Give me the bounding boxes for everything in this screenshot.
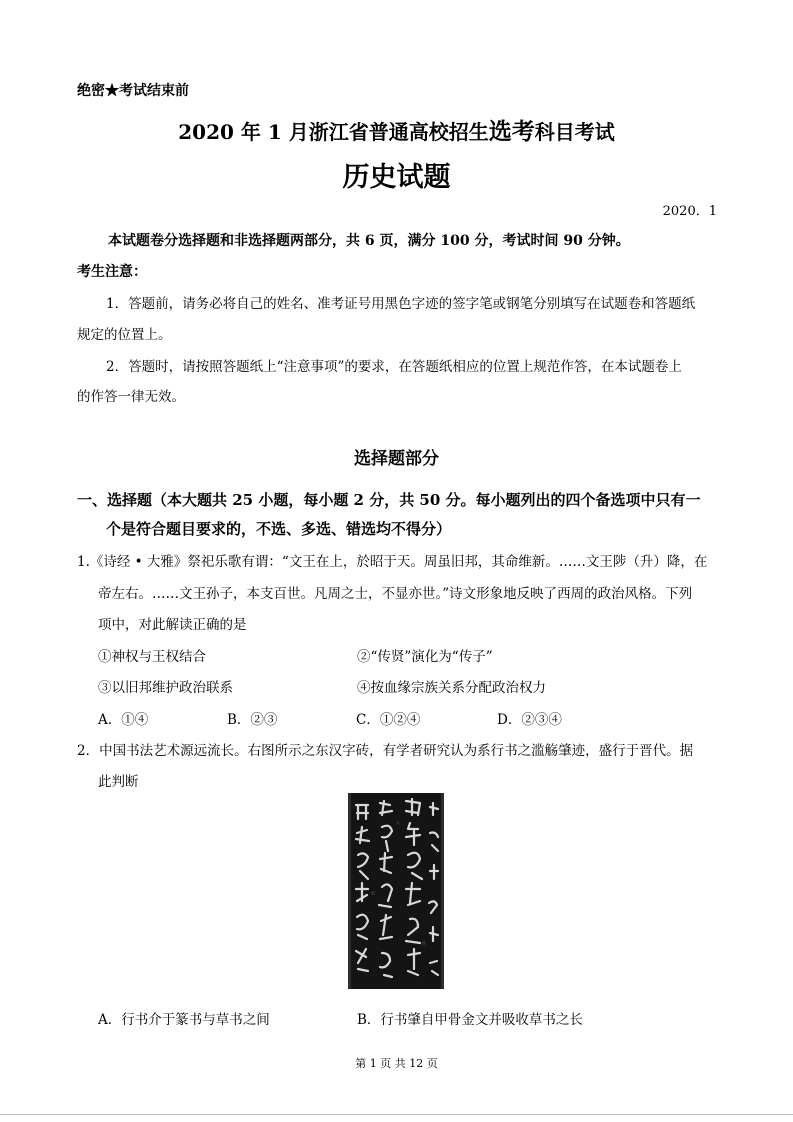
section-heading-line-1: 一、选择题（本大题共 25 小题，每小题 2 分，共 50 分。每小题列出的四个备选项中只有一: [77, 491, 701, 509]
exam-title-part3: 科目考试: [534, 120, 615, 144]
notice-item-1-line-1: 1．答题前，请务必将自己的姓名、准考证号用黑色字迹的签字笔或钢笔分别填写在试题卷和答题纸: [106, 296, 696, 312]
notice-item-1-line-2: 规定的位置上。: [77, 327, 172, 343]
question-1-line-2: 帝左右。……文王孙子，本支百世。凡周之士，不显亦世。”诗文形象地反映了西周的政治风格。下列: [98, 586, 693, 602]
notice-item-2-line-2: 的作答一律无效。: [77, 389, 185, 405]
section-title: 选择题部分: [354, 449, 439, 469]
question-1-option-c: C．①②④: [356, 712, 421, 728]
question-1-line-3: 项中，对此解读正确的是: [98, 617, 247, 633]
exam-date: 2020．1: [662, 204, 717, 219]
question-1-statement-2: ②“传贤”演化为“传子”: [357, 649, 493, 665]
bottom-divider: [0, 1114, 793, 1115]
exam-title-part1: 2020 年 1 月浙江省普通高校招生: [178, 120, 489, 144]
confidential-label: 绝密★考试结束前: [77, 83, 189, 99]
question-2-option-b: B．行书肇自甲骨金文并吸收草书之长: [357, 1012, 583, 1028]
question-2-line-2: 此判断: [98, 774, 139, 790]
page-footer: 第 1 页 共 12 页: [355, 1057, 438, 1070]
exam-title: [0, 113, 793, 146]
section-heading-line-2: 个是符合题目要求的，不选、多选、错选均不得分）: [106, 520, 452, 538]
subject-title: 历史试题: [342, 162, 451, 193]
question-1-option-d: D．②③④: [497, 712, 562, 728]
notice-heading: 考生注意：: [77, 264, 147, 280]
exam-title-part2: 选考: [488, 118, 535, 145]
question-2-line-1: 2．中国书法艺术源远流长。右图所示之东汉字砖，有学者研究认为系行书之滥觞肇迹，盛行于晋代。据: [77, 743, 694, 759]
question-1-line-1: 1.《诗经 • 大雅》祭祀乐歌有谓：“文王在上，於昭于天。周虽旧邦，其命维新。……文王陟（升）降，在: [77, 554, 708, 570]
question-1-statement-1: ①神权与王权结合: [98, 649, 206, 665]
question-1-statement-3: ③以旧邦维护政治联系: [98, 680, 233, 696]
question-1-option-b: B．②③: [227, 712, 278, 728]
brick-rubbing-image: [348, 793, 444, 989]
question-1-option-a: A．①④: [98, 712, 149, 728]
paper-info: 本试题卷分选择题和非选择题两部分，共 6 页，满分 100 分，考试时间 90 分钟。: [108, 233, 630, 249]
notice-item-2-line-1: 2．答题时，请按照答题纸上“注意事项”的要求，在答题纸相应的位置上规范作答，在本试题卷上: [106, 359, 682, 375]
question-1-statement-4: ④按血缘宗族关系分配政治权力: [357, 680, 546, 696]
question-2-option-a: A．行书介于篆书与草书之间: [98, 1012, 270, 1028]
